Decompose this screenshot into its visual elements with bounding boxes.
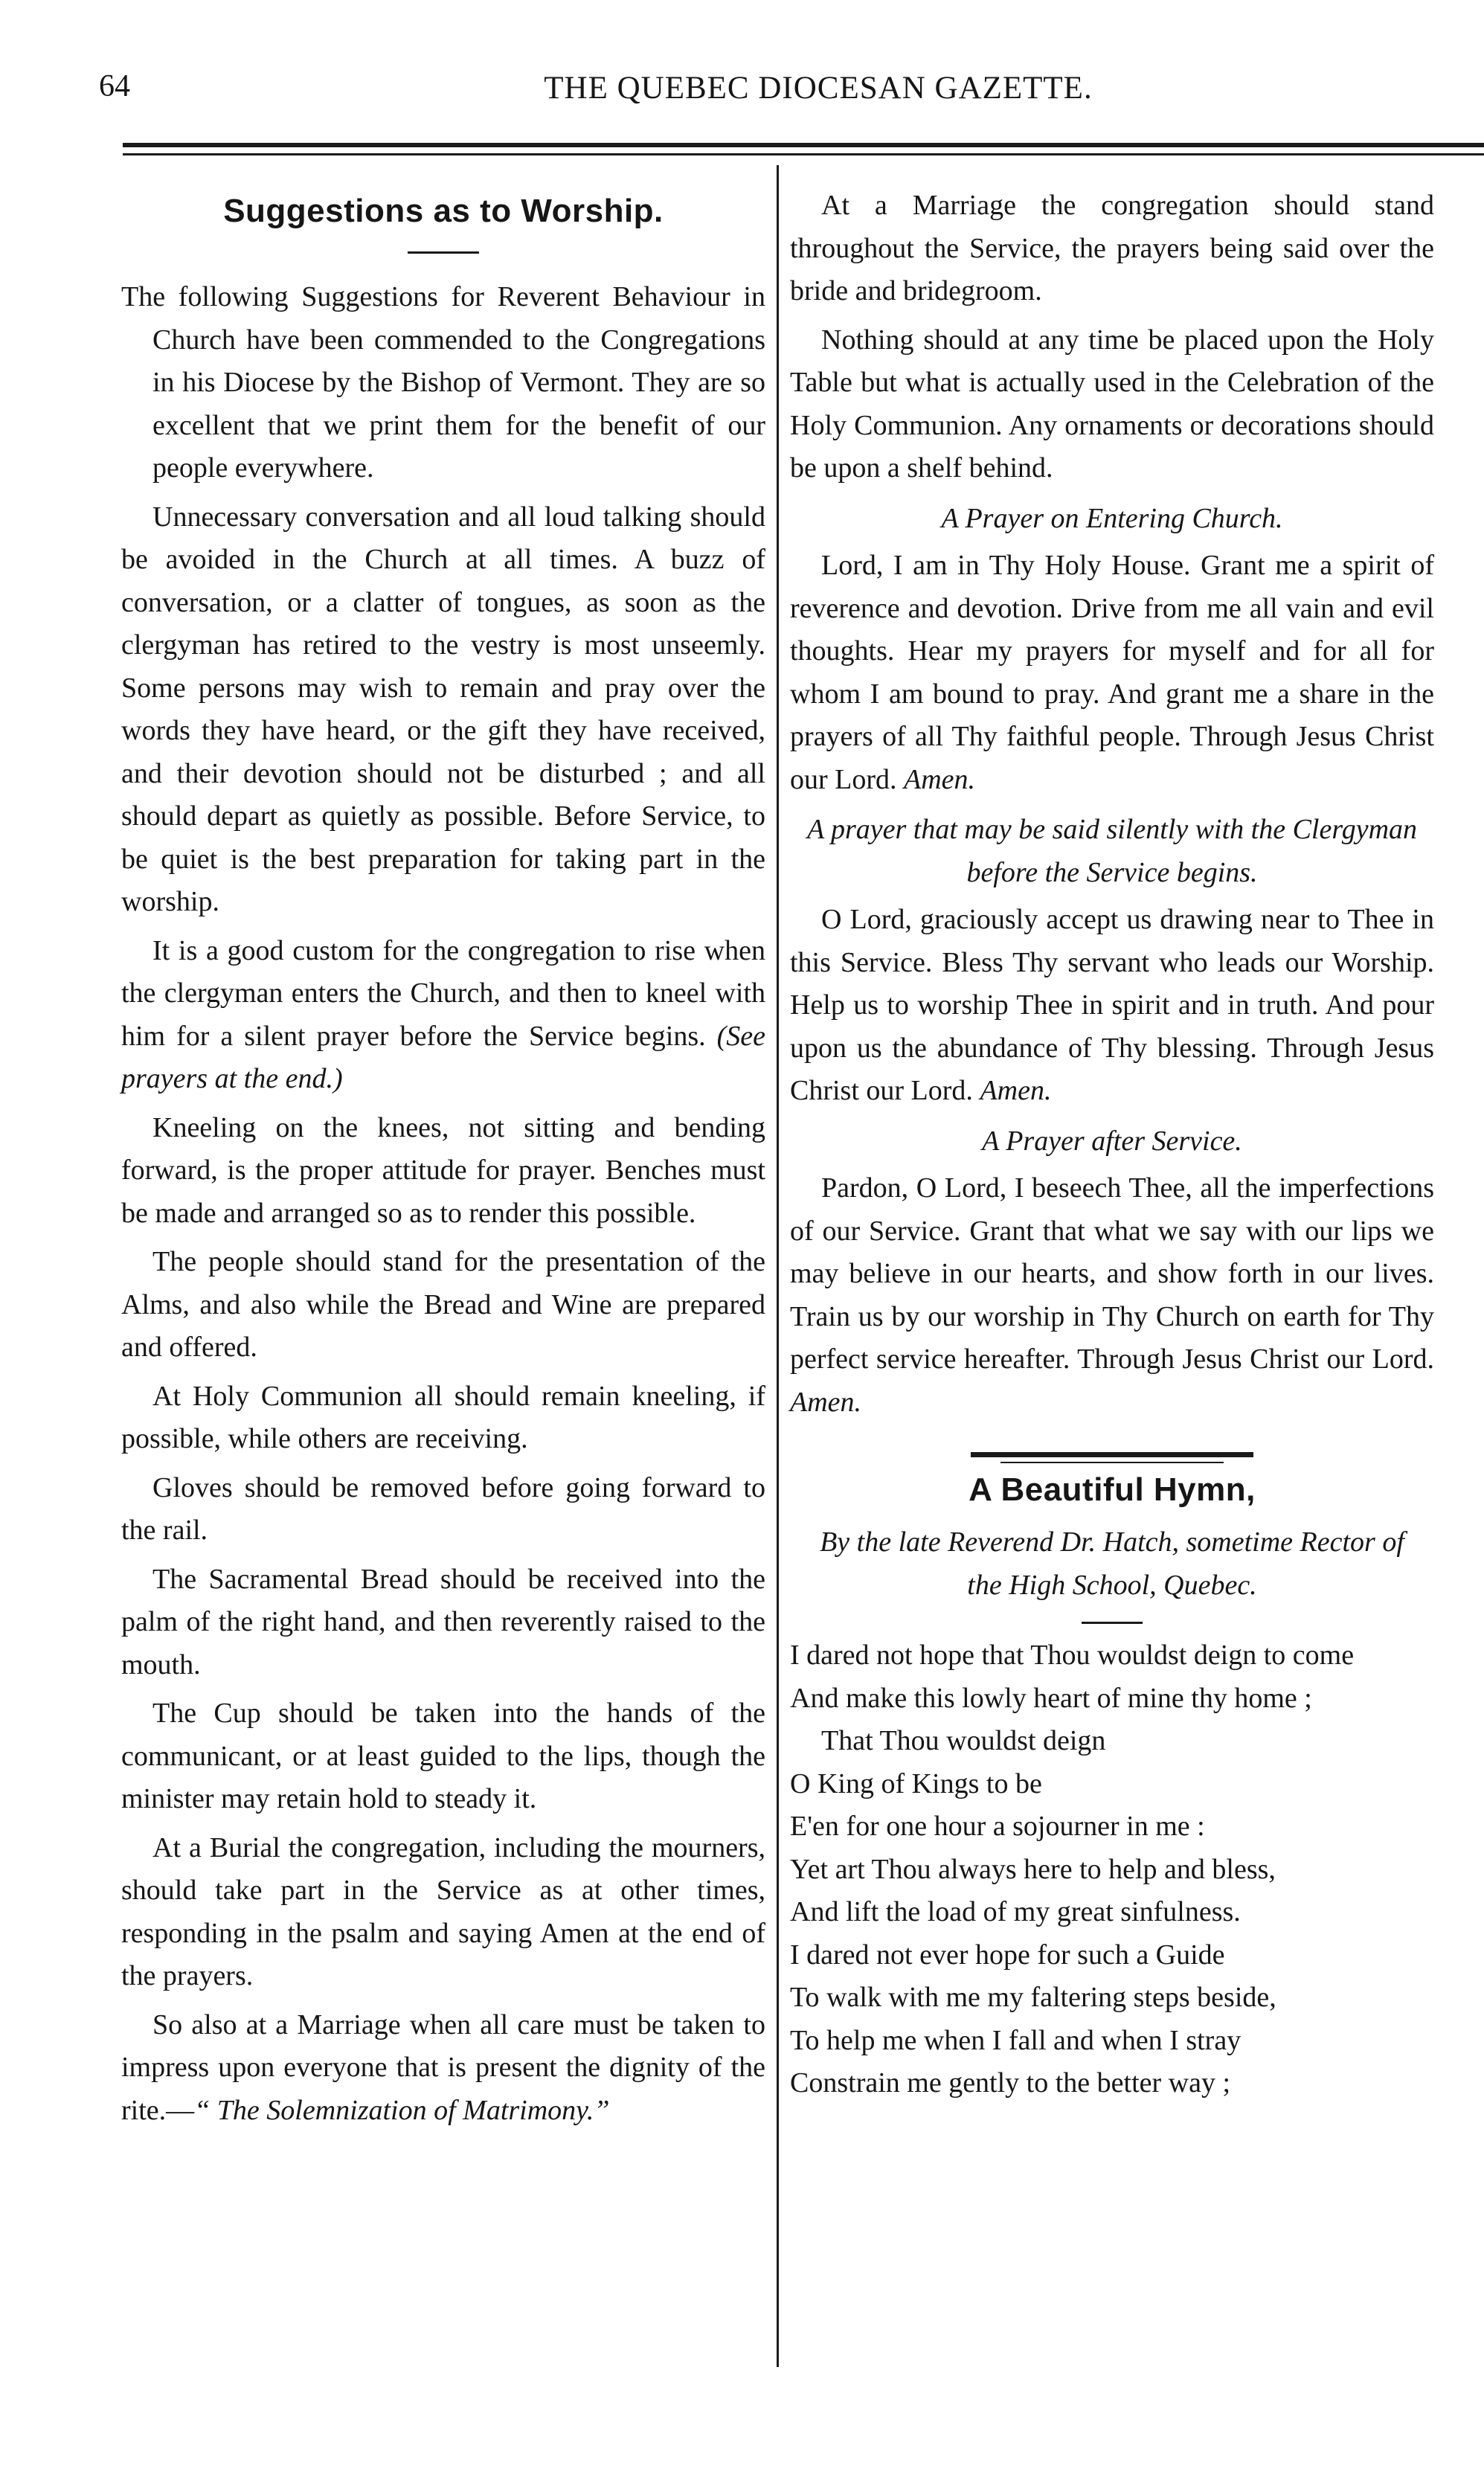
title-rule — [408, 251, 479, 254]
article-paragraph: Gloves should be removed before going forward to the rail. — [121, 1471, 765, 1546]
article-paragraph: At Holy Communion all should remain kneeling, if possible, while others are receiving. — [121, 1380, 765, 1454]
article-paragraph — [121, 2004, 765, 2133]
article-paragraph: Nothing should at any time be placed upon the Holy Table but what is actually used in the Celebration of the Holy Communion. Any ornaments or decorations should be upon a shelf behind. — [790, 324, 1434, 484]
prayer-amen: Amen. — [790, 1386, 862, 1418]
hymn-title: A Beautiful Hymn, — [969, 1471, 1256, 1508]
hymn-line: To walk with me my faltering steps beside, — [790, 1982, 1276, 2013]
header-rule — [123, 143, 1484, 147]
column-divider — [777, 165, 779, 2367]
article-paragraph: At a Marriage the congregation should stand throughout the Service, the prayers being said over the bride and bridegroom. — [790, 190, 1434, 306]
prayer-title: A Prayer on Entering Church. — [941, 502, 1283, 534]
running-head: THE QUEBEC DIOCESAN GAZETTE. — [544, 71, 1093, 106]
article-paragraph: Unnecessary conversation and all loud talking should be avoided in the Church at all times. A buzz of conversation, or a clatter of tongues, as soon as the clergyman has retired to the vestry is most unseemly. Some persons may wish to remain and pray over the words they have heard, or the gift they have received, and their devotion should not be disturbed ; and all should depart as quietly as possible. Before Service, to be quiet is the best preparation for taking part in the worship. — [121, 501, 765, 917]
article-paragraph: The Cup should be taken into the hands of the communicant, or at least guided to the lips, though the minister may retain hold to steady it. — [121, 1698, 765, 1814]
hymn-line: That Thou wouldst deign — [821, 1725, 1106, 1756]
article-paragraph: At a Burial the congregation, including the mourners, should take part in the Service as at other times, responding in the psalm and saying Amen at the end of the prayers. — [121, 1831, 765, 1991]
article-paragraph: Kneeling on the knees, not sitting and bending forward, is the proper attitude for prayer. Benches must be made and arranged so as to render this possible. — [121, 1111, 765, 1229]
article-title: Suggestions as to Worship. — [223, 193, 664, 229]
hymn-line: O King of Kings to be — [790, 1767, 1042, 1799]
prayer-body: Lord, I am in Thy Holy House. Grant me a spirit of reverence and devotion. Drive from me all vain and evil thoughts. Hear my prayers for myself and for all for whom I am bound to pray. And grant me a share in the prayers of all Thy faithful people. Through Jesus Christ our Lord. — [790, 550, 1434, 795]
hymn-line: And lift the load of my great sinfulness. — [790, 1896, 1241, 1927]
hymn-line: I dared not ever hope for such a Guide — [790, 1939, 1225, 1971]
section-divider — [971, 1452, 1253, 1457]
section-divider — [1000, 1462, 1224, 1463]
prayer-body: O Lord, graciously accept us drawing near to Thee in this Service. Bless Thy servant who leads our Worship. Help us to worship Thee in spirit and in truth. And pour upon us the abundance of Thy blessing. Through Jesus Christ our Lord. — [790, 904, 1434, 1106]
hymn-line: E'en for one hour a sojourner in me : — [790, 1811, 1205, 1842]
hymn-verses — [790, 1634, 1434, 2105]
header-rule — [123, 153, 1484, 155]
prayer-title: A Prayer after Service. — [982, 1125, 1242, 1157]
hymn-line: Constrain me gently to the better way ; — [790, 2067, 1231, 2099]
hymn-line: Yet art Thou always here to help and bless, — [790, 1853, 1276, 1885]
article-paragraph — [121, 930, 765, 1101]
prayer-text — [790, 545, 1434, 801]
prayers-note: (See prayers at the end.) — [121, 1020, 766, 1094]
prayer-text — [790, 1167, 1434, 1424]
paragraph-text: So also at a Marriage when all care must be taken to impress upon everyone that is present the dignity of the rite.— — [121, 2009, 765, 2126]
prayer-amen: Amen. — [904, 763, 976, 795]
hymn-rule — [1082, 1622, 1143, 1624]
hymn-byline: By the late Reverend Dr. Hatch, sometime Rector of the High School, Quebec. — [820, 1526, 1404, 1601]
article-paragraph: The Sacramental Bread should be received into the palm of the right hand, and then reverently raised to the mouth. — [121, 1563, 765, 1680]
article-paragraph: The people should stand for the presentation of the Alms, and also while the Bread and Wine are prepared and offered. — [121, 1246, 765, 1363]
article-paragraph: The following Suggestions for Reverent Behaviour in Church have been commended to the Congregations in his Diocese by the Bishop of Vermont. They are so excellent that we print them for the benefit of our people everywhere. — [121, 281, 765, 484]
prayer-text — [790, 899, 1434, 1113]
hymn-line: And make this lowly heart of mine thy home ; — [790, 1682, 1312, 1714]
hymn-line: To help me when I fall and when I stray — [790, 2024, 1242, 2056]
prayer-body: Pardon, O Lord, I beseech Thee, all the imperfections of our Service. Grant that what we say with our lips we may believe in our hearts, and show forth in our lives. Train us by our worship in Thy Church on earth for Thy perfect service hereafter. Through Jesus Christ our Lord. — [790, 1172, 1434, 1375]
left-column — [121, 184, 765, 2132]
prayer-amen: Amen. — [980, 1075, 1052, 1106]
right-column — [790, 184, 1434, 2105]
citation: “ The Solemnization of Matrimony.” — [194, 2094, 610, 2126]
paragraph-text: It is a good custom for the congregation to rise when the clergyman enters the Church, and then to kneel with him for a silent prayer before the Service begins. — [121, 934, 765, 1052]
prayer-title: A prayer that may be said silently with the Clergyman before the Service begins. — [806, 814, 1418, 888]
hymn-line: I dared not hope that Thou wouldst deign to come — [790, 1640, 1355, 1671]
page-number: 64 — [99, 69, 130, 103]
